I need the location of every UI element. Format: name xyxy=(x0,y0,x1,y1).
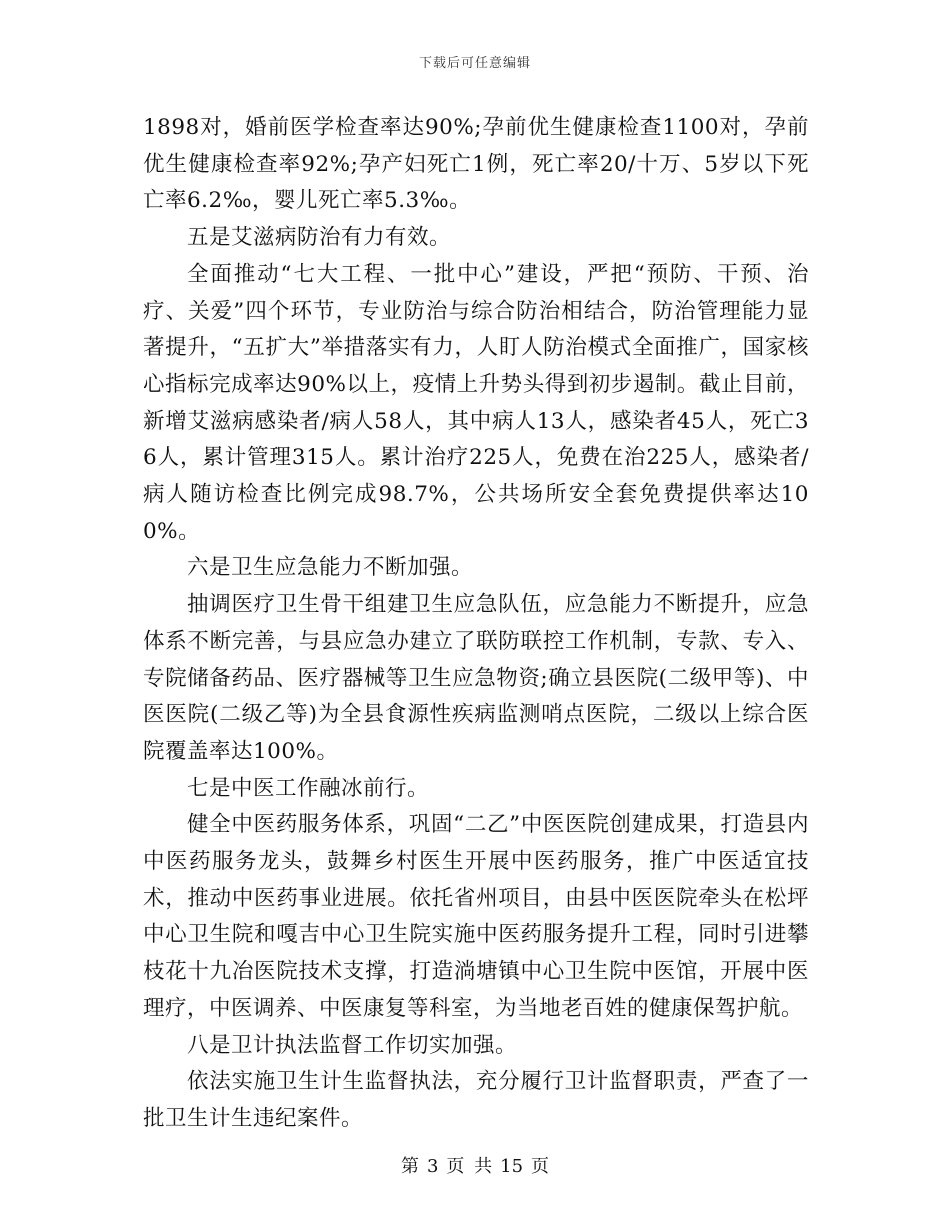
page-header: 下载后可任意编辑 xyxy=(418,56,531,71)
paragraph-emergency: 抽调医疗卫生骨干组建卫生应急队伍，应急能力不断提升，应急体系不断完善，与县应急办建立了联防联控工作机制，专款、专入、专院储备药品、医疗器械等卫生应急物资;确立县医院(二级甲等)、中医医院(二级乙等)为全县食源性疾病监测哨点医院，二级以上综合医院覆盖率达100%。 xyxy=(143,592,809,764)
section-heading-tcm: 七是中医工作融冰前行。 xyxy=(187,775,430,801)
paragraph-stats-continuation: 1898对，婚前医学检查率达90%;孕前优生健康检查1100对，孕前优生健康检查率92%;孕产妇死亡1例，死亡率20/十万、5岁以下死亡率6.2‰，婴儿死亡率5.3‰。 xyxy=(143,115,809,214)
paragraph-supervision: 依法实施卫生计生监督执法，充分履行卫计监督职责，严查了一批卫生计生违纪案件。 xyxy=(143,1069,809,1131)
current-page-number: 3 xyxy=(426,1156,439,1177)
section-heading-supervision: 八是卫计执法监督工作切实加强。 xyxy=(187,1032,518,1058)
paragraph-aids: 全面推动“七大工程、一批中心”建设，严把“预防、干预、治疗、关爱”四个环节，专业防治与综合防治相结合，防治管理能力显著提升，“五扩大”举措落实有力，人盯人防治模式全面推广，国家核心指标完成率达90%以上，疫情上升势头得到初步遏制。截止目前，新增艾滋病感染者/病人58人，其中病人13人，感染者45人，死亡36人，累计管理315人。累计治疗225人，免费在治225人，感染者/病人随访检查比例完成98.7%，公共场所安全套免费提供率达100%。 xyxy=(143,261,809,544)
section-heading-aids: 五是艾滋病防治有力有效。 xyxy=(187,225,452,251)
footer-suffix: 页 xyxy=(531,1156,550,1177)
section-heading-emergency: 六是卫生应急能力不断加强。 xyxy=(187,555,474,581)
page-footer xyxy=(0,1152,950,1178)
footer-prefix: 第 xyxy=(400,1156,419,1177)
document-body xyxy=(143,110,809,1138)
paragraph-tcm: 健全中医药服务体系，巩固“二乙”中医医院创建成果，打造县内中医药服务龙头，鼓舞乡村医生开展中医药服务，推广中医适宜技术，推动中医药事业进展。依托省州项目，由县中医医院牵头在松坪中心卫生院和嘎吉中心卫生院实施中医药服务提升工程，同时引进攀枝花十九冶医院技术支撑，打造淌塘镇中心卫生院中医馆，开展中医理疗，中医调养、中医康复等科室，为当地老百姓的健康保驾护航。 xyxy=(143,812,809,1021)
total-page-count: 15 xyxy=(500,1156,524,1177)
footer-middle: 页 共 xyxy=(446,1156,493,1177)
